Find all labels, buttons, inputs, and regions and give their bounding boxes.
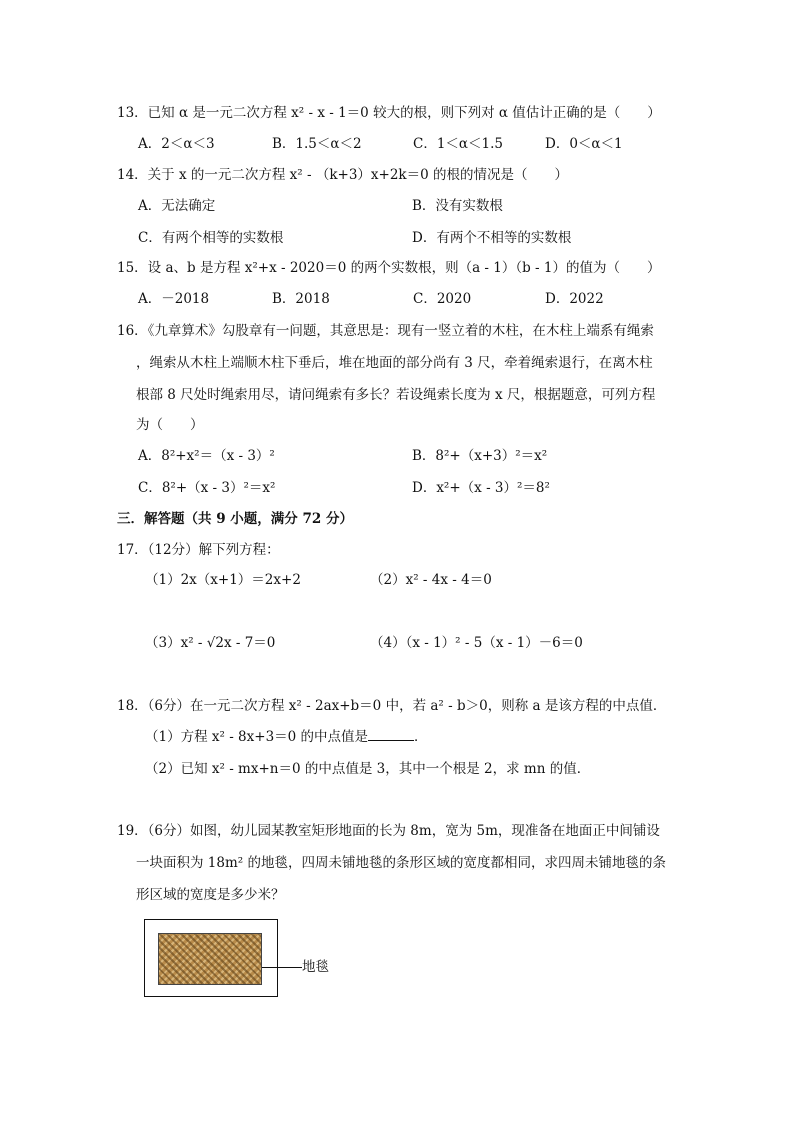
q15-option-c[interactable]: C．2020	[413, 291, 472, 307]
section-3-title: 三．解答题（共 9 小题，满分 72 分）	[117, 511, 353, 527]
q13-option-d[interactable]: D．0＜α＜1	[545, 136, 623, 152]
q15-option-b[interactable]: B．2018	[272, 291, 330, 307]
q14-option-d[interactable]: D．有两个不相等的实数根	[412, 230, 572, 246]
q19-stem-line-3: 形区域的宽度是多少米？	[136, 887, 285, 903]
q15-stem: 15．设 a、b 是方程 x²+x - 2020＝0 的两个实数根，则（a - 1）（b - 1）的值为（ ）	[117, 260, 661, 276]
q14-option-c[interactable]: C．有两个相等的实数根	[138, 230, 284, 246]
q16-option-a[interactable]: A．8²+x²＝（x - 3）²	[138, 448, 275, 464]
carpet-label: 地毯	[302, 959, 329, 975]
q16-stem-line-4: 为（ ）	[136, 417, 204, 433]
q18-answer-blank[interactable]	[368, 728, 414, 741]
q15-option-d[interactable]: D．2022	[545, 291, 604, 307]
q15-option-a[interactable]: A．－2018	[138, 291, 210, 307]
q16-stem-line-1: 16．《九章算术》勾股章有一问题，其意思是：现有一竖立着的木柱，在木柱上端系有绳索	[117, 323, 654, 339]
q17-item-1: （1）2x（x+1）＝2x+2	[145, 572, 301, 588]
q16-stem-line-2: ，绳索从木柱上端顺木柱下垂后，堆在地面的部分尚有 3 尺，牵着绳索退行，在离木柱	[136, 355, 653, 371]
q16-option-d[interactable]: D．x²+（x - 3）²＝8²	[412, 480, 550, 496]
q14-stem: 14．关于 x 的一元二次方程 x² - （k+3）x+2k＝0 的根的情况是（ ）	[117, 167, 568, 183]
q18-part-1	[145, 728, 428, 746]
q13-option-c[interactable]: C．1＜α＜1.5	[413, 136, 504, 152]
q18-part-2: （2）已知 x² - mx+n＝0 的中点值是 3，其中一个根是 2，求 mn 的值．	[145, 761, 591, 777]
q13-stem: 13．已知 α 是一元二次方程 x² - x - 1＝0 较大的根，则下列对 α 值估计正确的是（ ）	[117, 105, 661, 121]
q17-stem: 17．（12分）解下列方程：	[117, 542, 280, 558]
q16-option-b[interactable]: B．8²+（x+3）²＝x²	[412, 448, 548, 464]
q18-part-1-text: （1）方程 x² - 8x+3＝0 的中点值是	[145, 729, 369, 745]
q13-option-b[interactable]: B．1.5＜α＜2	[272, 136, 362, 152]
q19-stem-line-1: 19．（6分）如图，幼儿园某教室矩形地面的长为 8m，宽为 5m，现准备在地面正中间铺设	[117, 823, 660, 839]
q17-item-3: （3）x² - √2x - 7＝0	[145, 635, 276, 651]
q16-stem-line-3: 根部 8 尺处时绳索用尽，请问绳索有多长？若设绳索长度为 x 尺，根据题意，可列方程	[136, 387, 656, 403]
q18-stem: 18．（6分）在一元二次方程 x² - 2ax+b＝0 中，若 a² - b＞0，则称 a 是该方程的中点值．	[117, 698, 667, 714]
q14-option-b[interactable]: B．没有实数根	[412, 198, 503, 214]
q14-option-a[interactable]: A．无法确定	[138, 198, 216, 214]
q13-option-a[interactable]: A．2＜α＜3	[138, 136, 215, 152]
q17-item-2: （2）x² - 4x - 4＝0	[370, 572, 492, 588]
carpet-leader-line	[262, 967, 302, 968]
q16-option-c[interactable]: C．8²+（x - 3）²＝x²	[138, 480, 276, 496]
q19-stem-line-2: 一块面积为 18m² 的地毯，四周未铺地毯的条形区域的宽度都相同，求四周未铺地毯的条	[136, 855, 666, 871]
q17-item-4: （4）（x - 1）² - 5（x - 1）－6＝0	[370, 635, 583, 651]
q18-part-1-end: ．	[414, 729, 428, 745]
carpet-rectangle	[158, 933, 262, 985]
